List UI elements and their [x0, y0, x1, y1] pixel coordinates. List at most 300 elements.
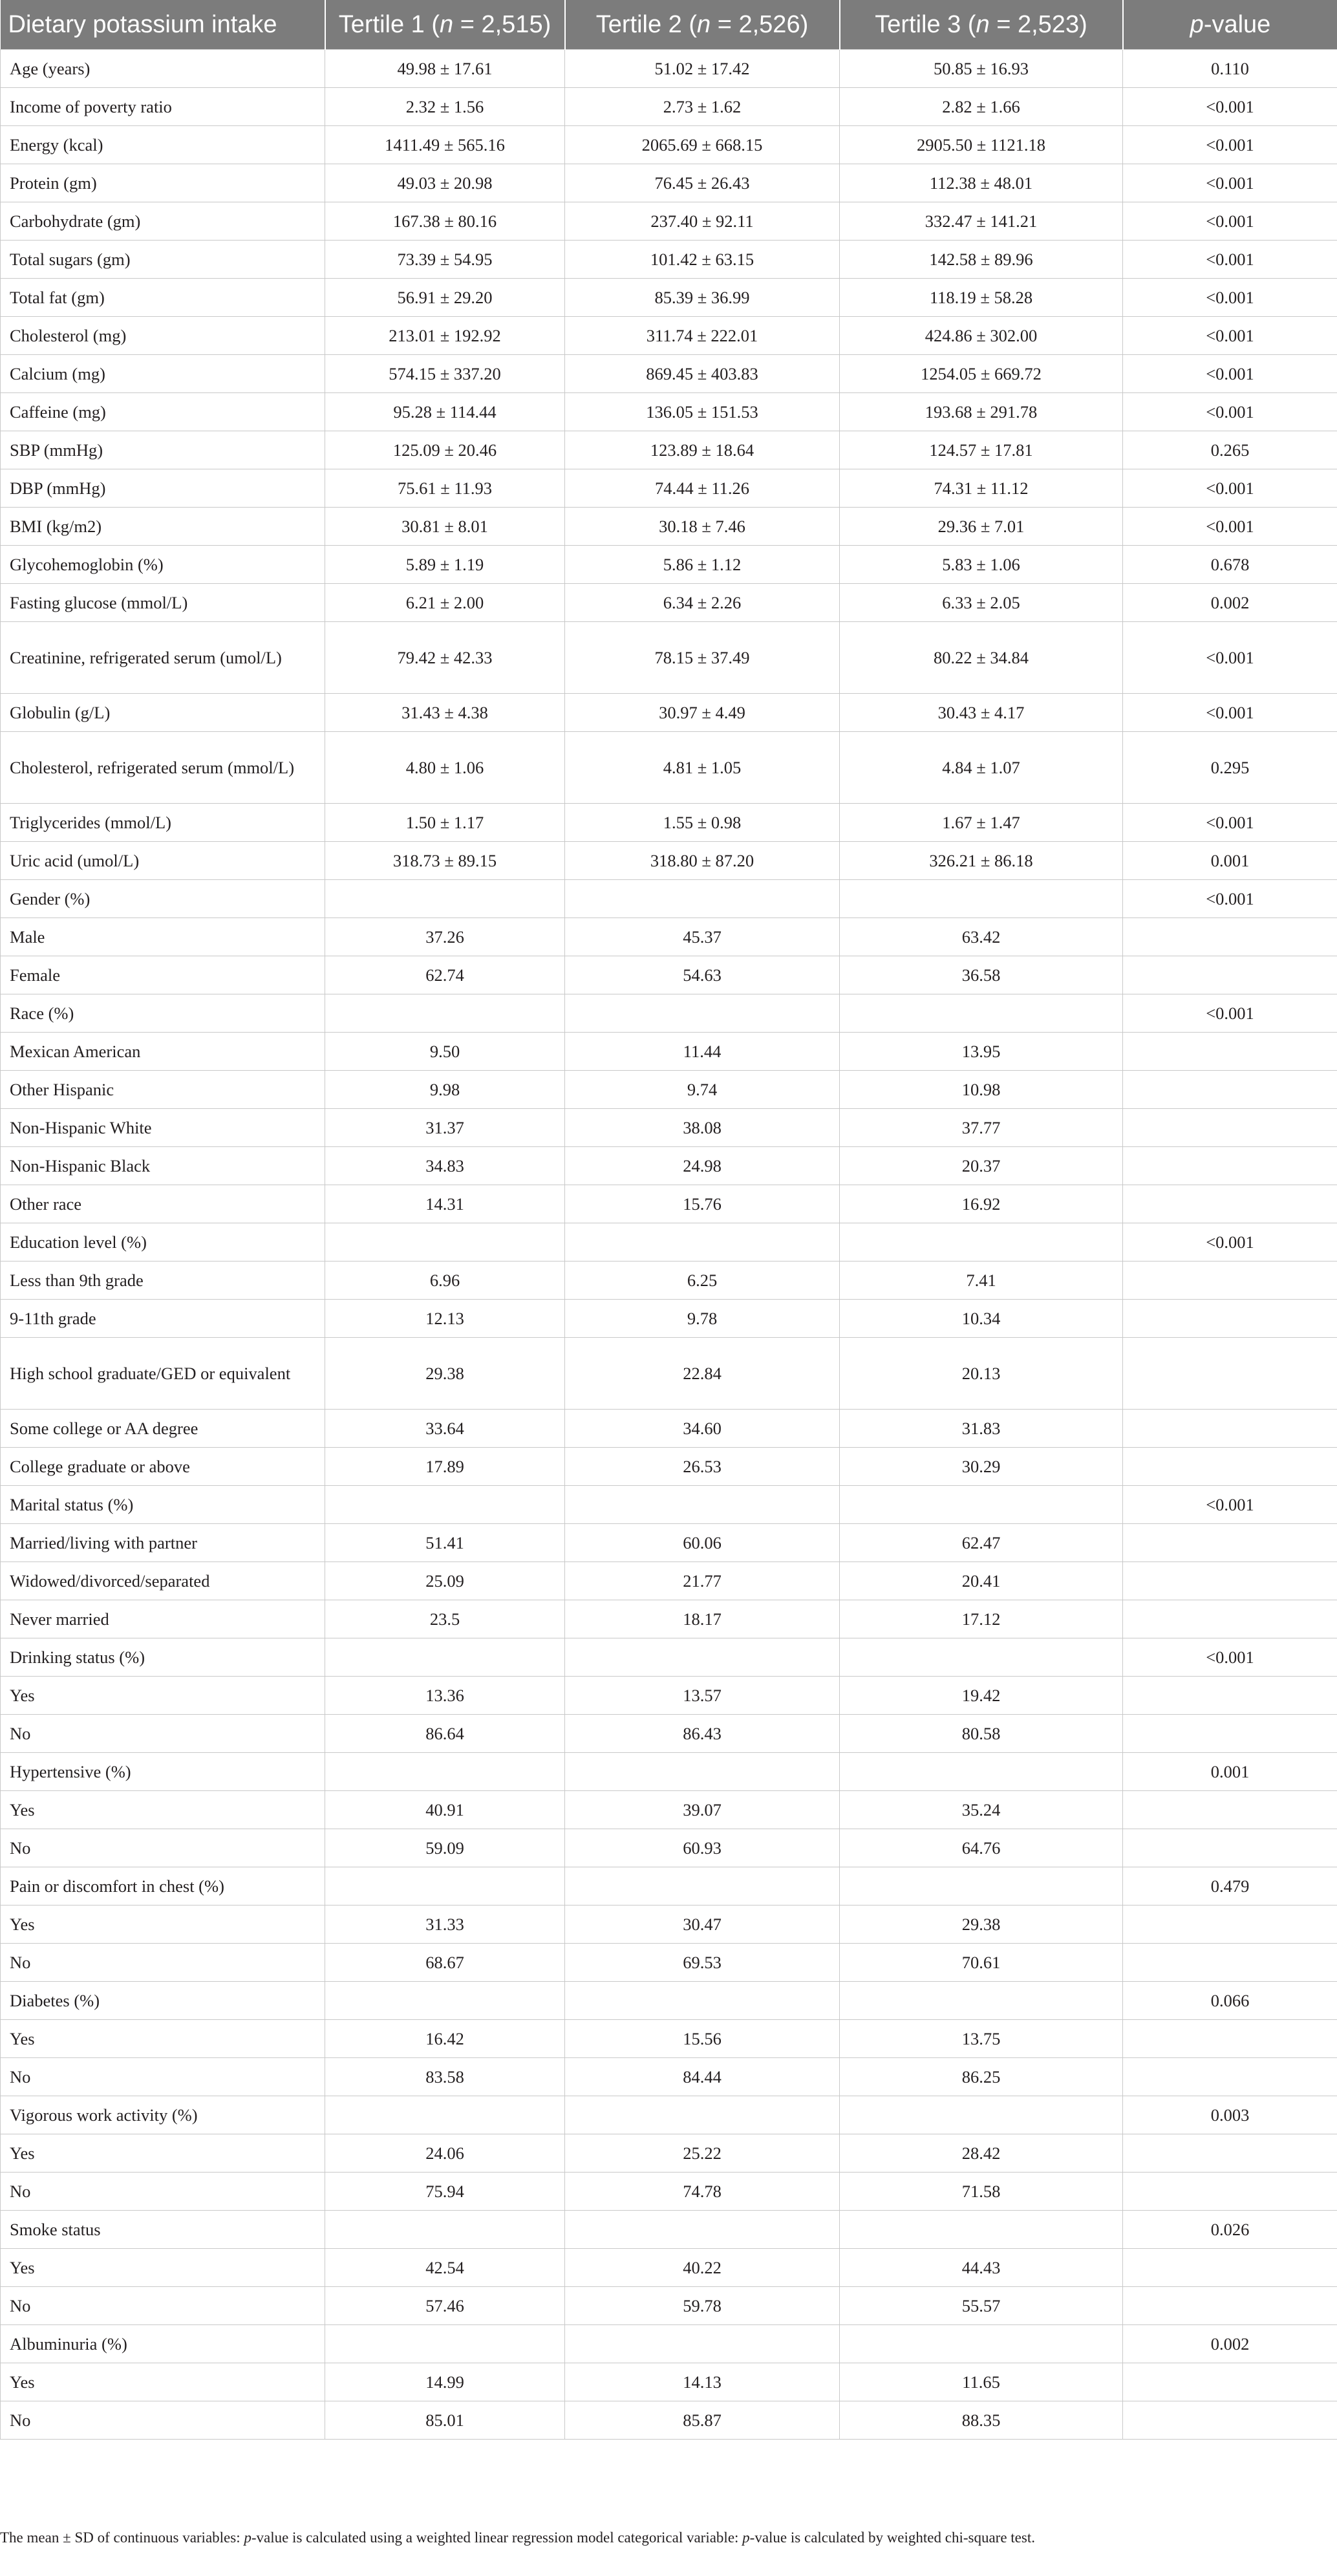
cell-p-value [1123, 1448, 1337, 1486]
cell-tertile-3: 2.82 ± 1.66 [840, 88, 1123, 126]
cell-tertile-3: 332.47 ± 141.21 [840, 202, 1123, 241]
header-tertile-3-suffix: = 2,523) [989, 10, 1087, 38]
table-row [1, 994, 1337, 1033]
table-row [1, 241, 1337, 279]
cell-tertile-1: 49.03 ± 20.98 [325, 164, 565, 202]
table-row [1, 50, 1337, 88]
cell-tertile-2: 5.86 ± 1.12 [565, 546, 840, 584]
cell-tertile-3: 71.58 [840, 2173, 1123, 2211]
cell-tertile-2: 123.89 ± 18.64 [565, 431, 840, 469]
table-row [1, 279, 1337, 317]
cell-p-value [1123, 1338, 1337, 1410]
cell-variable: Carbohydrate (gm) [1, 202, 325, 241]
cell-tertile-2: 69.53 [565, 1944, 840, 1982]
cell-tertile-3: 80.22 ± 34.84 [840, 622, 1123, 694]
cell-p-value: 0.479 [1123, 1867, 1337, 1905]
cell-tertile-1: 37.26 [325, 918, 565, 956]
cell-tertile-3 [840, 1753, 1123, 1791]
cell-tertile-2 [565, 1753, 840, 1791]
table-row [1, 1524, 1337, 1562]
cell-variable: Yes [1, 1905, 325, 1944]
cell-variable: Race (%) [1, 994, 325, 1033]
header-tertile-2-prefix: Tertile 2 ( [595, 10, 698, 38]
cell-tertile-3 [840, 1223, 1123, 1261]
cell-tertile-3: 17.12 [840, 1600, 1123, 1638]
header-p-rest: -value [1203, 10, 1271, 38]
header-tertile-3-n: n [976, 10, 990, 38]
cell-tertile-1: 14.31 [325, 1185, 565, 1223]
cell-variable: Hypertensive (%) [1, 1753, 325, 1791]
cell-tertile-2: 21.77 [565, 1562, 840, 1600]
cell-tertile-3: 88.35 [840, 2401, 1123, 2440]
cell-p-value: <0.001 [1123, 393, 1337, 431]
cell-tertile-2: 78.15 ± 37.49 [565, 622, 840, 694]
cell-variable: Education level (%) [1, 1223, 325, 1261]
cell-tertile-2: 9.74 [565, 1071, 840, 1109]
cell-variable: Vigorous work activity (%) [1, 2096, 325, 2134]
table-row [1, 546, 1337, 584]
cell-tertile-3: 86.25 [840, 2058, 1123, 2096]
cell-tertile-1: 86.64 [325, 1715, 565, 1753]
cell-p-value: 0.295 [1123, 732, 1337, 804]
table-row [1, 1753, 1337, 1791]
cell-variable: Less than 9th grade [1, 1261, 325, 1300]
cell-variable: Smoke status [1, 2211, 325, 2249]
cell-tertile-2 [565, 1223, 840, 1261]
table-row [1, 1791, 1337, 1829]
cell-tertile-2: 2065.69 ± 668.15 [565, 126, 840, 164]
cell-tertile-1 [325, 1486, 565, 1524]
cell-tertile-1: 1411.49 ± 565.16 [325, 126, 565, 164]
cell-tertile-3: 35.24 [840, 1791, 1123, 1829]
cell-tertile-3: 2905.50 ± 1121.18 [840, 126, 1123, 164]
cell-tertile-3 [840, 880, 1123, 918]
cell-tertile-2 [565, 1867, 840, 1905]
cell-p-value: 0.002 [1123, 2325, 1337, 2363]
table-row [1, 126, 1337, 164]
cell-p-value [1123, 1524, 1337, 1562]
cell-variable: SBP (mmHg) [1, 431, 325, 469]
cell-variable: Marital status (%) [1, 1486, 325, 1524]
cell-tertile-2 [565, 2325, 840, 2363]
cell-variable: No [1, 2401, 325, 2440]
cell-variable: Calcium (mg) [1, 355, 325, 393]
cell-tertile-3: 28.42 [840, 2134, 1123, 2173]
cell-tertile-2: 13.57 [565, 1677, 840, 1715]
cell-variable: Yes [1, 2020, 325, 2058]
cell-tertile-1 [325, 1638, 565, 1677]
cell-tertile-1: 79.42 ± 42.33 [325, 622, 565, 694]
cell-tertile-3: 50.85 ± 16.93 [840, 50, 1123, 88]
cell-tertile-2: 1.55 ± 0.98 [565, 804, 840, 842]
cell-variable: Drinking status (%) [1, 1638, 325, 1677]
table-row [1, 2211, 1337, 2249]
table-row [1, 1944, 1337, 1982]
cell-tertile-1: 56.91 ± 29.20 [325, 279, 565, 317]
cell-p-value [1123, 1261, 1337, 1300]
cell-variable: College graduate or above [1, 1448, 325, 1486]
cell-tertile-1: 2.32 ± 1.56 [325, 88, 565, 126]
cell-tertile-2: 237.40 ± 92.11 [565, 202, 840, 241]
table-row [1, 2249, 1337, 2287]
cell-tertile-1: 25.09 [325, 1562, 565, 1600]
cell-variable: Some college or AA degree [1, 1410, 325, 1448]
cell-p-value [1123, 2363, 1337, 2401]
cell-tertile-1: 59.09 [325, 1829, 565, 1867]
cell-tertile-1: 31.33 [325, 1905, 565, 1944]
table-row [1, 956, 1337, 994]
cell-tertile-2 [565, 2211, 840, 2249]
table-row [1, 202, 1337, 241]
table-row [1, 1109, 1337, 1147]
cell-p-value: <0.001 [1123, 126, 1337, 164]
cell-tertile-1: 85.01 [325, 2401, 565, 2440]
cell-tertile-2: 76.45 ± 26.43 [565, 164, 840, 202]
cell-tertile-3: 193.68 ± 291.78 [840, 393, 1123, 431]
cell-p-value [1123, 1033, 1337, 1071]
cell-tertile-1: 1.50 ± 1.17 [325, 804, 565, 842]
cell-variable: Fasting glucose (mmol/L) [1, 584, 325, 622]
cell-variable: Yes [1, 2134, 325, 2173]
cell-variable: Cholesterol, refrigerated serum (mmol/L) [1, 732, 325, 804]
cell-tertile-3: 44.43 [840, 2249, 1123, 2287]
cell-tertile-1: 31.43 ± 4.38 [325, 694, 565, 732]
cell-tertile-1 [325, 880, 565, 918]
cell-tertile-1: 33.64 [325, 1410, 565, 1448]
cell-tertile-2: 85.87 [565, 2401, 840, 2440]
header-variable [1, 0, 325, 50]
cell-variable: Triglycerides (mmol/L) [1, 804, 325, 842]
cell-tertile-1: 75.61 ± 11.93 [325, 469, 565, 508]
cell-tertile-1: 213.01 ± 192.92 [325, 317, 565, 355]
cell-variable: Cholesterol (mg) [1, 317, 325, 355]
cell-tertile-2: 84.44 [565, 2058, 840, 2096]
cell-tertile-1 [325, 1753, 565, 1791]
table-footnote [0, 2529, 1337, 2546]
table-row [1, 732, 1337, 804]
cell-variable: Diabetes (%) [1, 1982, 325, 2020]
cell-p-value: <0.001 [1123, 804, 1337, 842]
cell-tertile-3: 16.92 [840, 1185, 1123, 1223]
cell-tertile-3: 11.65 [840, 2363, 1123, 2401]
cell-tertile-2: 34.60 [565, 1410, 840, 1448]
cell-p-value: <0.001 [1123, 202, 1337, 241]
cell-variable: Glycohemoglobin (%) [1, 546, 325, 584]
cell-p-value [1123, 1410, 1337, 1448]
cell-tertile-1: 14.99 [325, 2363, 565, 2401]
table-row [1, 164, 1337, 202]
cell-p-value: 0.678 [1123, 546, 1337, 584]
cell-tertile-3: 1.67 ± 1.47 [840, 804, 1123, 842]
cell-p-value [1123, 2020, 1337, 2058]
cell-tertile-1 [325, 2325, 565, 2363]
cell-tertile-3: 142.58 ± 89.96 [840, 241, 1123, 279]
cell-tertile-3: 124.57 ± 17.81 [840, 431, 1123, 469]
table-row [1, 2173, 1337, 2211]
header-p-italic: p [1190, 10, 1204, 38]
footnote-part-2: -value is calculated using a weighted linear regression model categorical variable: [251, 2529, 743, 2546]
table-row [1, 880, 1337, 918]
cell-tertile-1: 30.81 ± 8.01 [325, 508, 565, 546]
cell-tertile-3: 6.33 ± 2.05 [840, 584, 1123, 622]
table-row [1, 508, 1337, 546]
cell-tertile-1: 574.15 ± 337.20 [325, 355, 565, 393]
table-row [1, 1638, 1337, 1677]
header-tertile-3 [840, 0, 1123, 50]
cell-tertile-3 [840, 1638, 1123, 1677]
footnote-part-1: The mean ± SD of continuous variables: [0, 2529, 244, 2546]
cell-tertile-3: 1254.05 ± 669.72 [840, 355, 1123, 393]
cell-variable: Gender (%) [1, 880, 325, 918]
table-row [1, 393, 1337, 431]
table-row [1, 804, 1337, 842]
cell-tertile-2: 30.18 ± 7.46 [565, 508, 840, 546]
cell-tertile-1 [325, 2211, 565, 2249]
cell-variable: Total fat (gm) [1, 279, 325, 317]
cell-tertile-3: 20.13 [840, 1338, 1123, 1410]
cell-tertile-1: 4.80 ± 1.06 [325, 732, 565, 804]
table-row [1, 1071, 1337, 1109]
cell-variable: BMI (kg/m2) [1, 508, 325, 546]
cell-tertile-3: 10.98 [840, 1071, 1123, 1109]
table-row [1, 2363, 1337, 2401]
cell-tertile-3: 31.83 [840, 1410, 1123, 1448]
cell-tertile-1: 95.28 ± 114.44 [325, 393, 565, 431]
cell-tertile-2: 6.34 ± 2.26 [565, 584, 840, 622]
table-row [1, 1486, 1337, 1524]
cell-tertile-2: 15.56 [565, 2020, 840, 2058]
cell-p-value [1123, 2287, 1337, 2325]
cell-tertile-2: 11.44 [565, 1033, 840, 1071]
cell-tertile-3: 7.41 [840, 1261, 1123, 1300]
cell-tertile-1: 13.36 [325, 1677, 565, 1715]
cell-variable: Yes [1, 2249, 325, 2287]
cell-tertile-1: 24.06 [325, 2134, 565, 2173]
cell-tertile-3: 74.31 ± 11.12 [840, 469, 1123, 508]
header-tertile-2 [565, 0, 840, 50]
cell-tertile-2: 60.06 [565, 1524, 840, 1562]
cell-tertile-3 [840, 2325, 1123, 2363]
cell-tertile-3: 112.38 ± 48.01 [840, 164, 1123, 202]
cell-p-value: <0.001 [1123, 164, 1337, 202]
table-row [1, 694, 1337, 732]
table-row [1, 2096, 1337, 2134]
cell-tertile-1: 83.58 [325, 2058, 565, 2096]
cell-p-value: <0.001 [1123, 1638, 1337, 1677]
table-row [1, 2058, 1337, 2096]
cell-tertile-2 [565, 1638, 840, 1677]
cell-variable: No [1, 1715, 325, 1753]
cell-p-value: <0.001 [1123, 880, 1337, 918]
cell-tertile-2: 4.81 ± 1.05 [565, 732, 840, 804]
table-row [1, 2134, 1337, 2173]
header-tertile-2-suffix: = 2,526) [711, 10, 809, 38]
cell-tertile-2: 59.78 [565, 2287, 840, 2325]
cell-p-value [1123, 1944, 1337, 1982]
cell-variable: Yes [1, 1677, 325, 1715]
table-row [1, 355, 1337, 393]
cell-p-value [1123, 1905, 1337, 1944]
cell-tertile-1: 6.96 [325, 1261, 565, 1300]
cell-tertile-1: 6.21 ± 2.00 [325, 584, 565, 622]
cell-variable: No [1, 2058, 325, 2096]
cell-variable: No [1, 2173, 325, 2211]
cell-tertile-1: 51.41 [325, 1524, 565, 1562]
cell-p-value [1123, 918, 1337, 956]
cell-tertile-1: 75.94 [325, 2173, 565, 2211]
cell-tertile-2: 74.44 ± 11.26 [565, 469, 840, 508]
cell-p-value: <0.001 [1123, 622, 1337, 694]
cell-tertile-3: 20.41 [840, 1562, 1123, 1600]
cell-tertile-3: 118.19 ± 58.28 [840, 279, 1123, 317]
cell-p-value [1123, 1109, 1337, 1147]
cell-variable: Non-Hispanic Black [1, 1147, 325, 1185]
cell-tertile-2: 101.42 ± 63.15 [565, 241, 840, 279]
cell-variable: Income of poverty ratio [1, 88, 325, 126]
cell-tertile-3: 5.83 ± 1.06 [840, 546, 1123, 584]
cell-tertile-2: 311.74 ± 222.01 [565, 317, 840, 355]
table-header [1, 0, 1337, 50]
cell-p-value [1123, 956, 1337, 994]
cell-tertile-1: 17.89 [325, 1448, 565, 1486]
table-row [1, 622, 1337, 694]
cell-tertile-2: 30.47 [565, 1905, 840, 1944]
table-row [1, 317, 1337, 355]
cell-p-value [1123, 2058, 1337, 2096]
header-tertile-1 [325, 0, 565, 50]
cell-tertile-2: 54.63 [565, 956, 840, 994]
table-row [1, 88, 1337, 126]
cell-tertile-1: 167.38 ± 80.16 [325, 202, 565, 241]
cell-variable: Other Hispanic [1, 1071, 325, 1109]
cell-tertile-2 [565, 2096, 840, 2134]
cell-p-value: <0.001 [1123, 88, 1337, 126]
cell-tertile-2: 2.73 ± 1.62 [565, 88, 840, 126]
cell-p-value [1123, 1300, 1337, 1338]
cell-variable: Albuminuria (%) [1, 2325, 325, 2363]
cell-p-value: 0.110 [1123, 50, 1337, 88]
table-row [1, 1185, 1337, 1223]
cell-tertile-2: 40.22 [565, 2249, 840, 2287]
cell-p-value: <0.001 [1123, 694, 1337, 732]
cell-variable: Yes [1, 1791, 325, 1829]
cell-tertile-3: 37.77 [840, 1109, 1123, 1147]
cell-tertile-2: 24.98 [565, 1147, 840, 1185]
cell-tertile-2: 22.84 [565, 1338, 840, 1410]
cell-tertile-3 [840, 994, 1123, 1033]
cell-tertile-2: 45.37 [565, 918, 840, 956]
cell-p-value: 0.003 [1123, 2096, 1337, 2134]
cell-tertile-3: 64.76 [840, 1829, 1123, 1867]
cell-variable: Other race [1, 1185, 325, 1223]
cell-tertile-1: 57.46 [325, 2287, 565, 2325]
cell-tertile-1: 42.54 [325, 2249, 565, 2287]
cell-variable: 9-11th grade [1, 1300, 325, 1338]
cell-p-value: 0.265 [1123, 431, 1337, 469]
cell-variable: Globulin (g/L) [1, 694, 325, 732]
cell-p-value [1123, 2249, 1337, 2287]
cell-tertile-3: 20.37 [840, 1147, 1123, 1185]
footnote-part-3: -value is calculated by weighted chi-square test. [749, 2529, 1035, 2546]
cell-tertile-1: 34.83 [325, 1147, 565, 1185]
cell-tertile-3: 30.29 [840, 1448, 1123, 1486]
cell-tertile-2: 60.93 [565, 1829, 840, 1867]
cell-tertile-2 [565, 994, 840, 1033]
cell-variable: Non-Hispanic White [1, 1109, 325, 1147]
cell-variable: Yes [1, 2363, 325, 2401]
header-tertile-3-prefix: Tertile 3 ( [875, 10, 976, 38]
cell-tertile-2: 14.13 [565, 2363, 840, 2401]
cell-p-value: <0.001 [1123, 469, 1337, 508]
cell-tertile-2: 9.78 [565, 1300, 840, 1338]
cell-tertile-1 [325, 1223, 565, 1261]
cell-tertile-2: 74.78 [565, 2173, 840, 2211]
cell-variable: No [1, 1944, 325, 1982]
table-body [1, 50, 1337, 2440]
cell-p-value: 0.001 [1123, 1753, 1337, 1791]
cell-p-value [1123, 1600, 1337, 1638]
cell-p-value: 0.026 [1123, 2211, 1337, 2249]
cell-tertile-3: 63.42 [840, 918, 1123, 956]
cell-variable: Married/living with partner [1, 1524, 325, 1562]
cell-p-value [1123, 1677, 1337, 1715]
cell-variable: No [1, 2287, 325, 2325]
header-tertile-1-n: n [440, 10, 454, 38]
cell-tertile-3: 19.42 [840, 1677, 1123, 1715]
cell-tertile-3 [840, 2096, 1123, 2134]
cell-tertile-3: 30.43 ± 4.17 [840, 694, 1123, 732]
cell-p-value: 0.002 [1123, 584, 1337, 622]
cell-tertile-2: 85.39 ± 36.99 [565, 279, 840, 317]
table-row [1, 1338, 1337, 1410]
cell-variable: Caffeine (mg) [1, 393, 325, 431]
cell-tertile-3: 55.57 [840, 2287, 1123, 2325]
cell-tertile-1: 12.13 [325, 1300, 565, 1338]
cell-tertile-3: 13.95 [840, 1033, 1123, 1071]
cell-p-value [1123, 1147, 1337, 1185]
table-row [1, 1033, 1337, 1071]
cell-tertile-2: 39.07 [565, 1791, 840, 1829]
cell-tertile-1: 40.91 [325, 1791, 565, 1829]
cell-tertile-1: 9.98 [325, 1071, 565, 1109]
cell-variable: No [1, 1829, 325, 1867]
cell-p-value: 0.001 [1123, 842, 1337, 880]
cell-variable: Age (years) [1, 50, 325, 88]
cell-tertile-3: 13.75 [840, 2020, 1123, 2058]
cell-tertile-3: 29.38 [840, 1905, 1123, 1944]
cell-variable: Female [1, 956, 325, 994]
cell-tertile-3: 36.58 [840, 956, 1123, 994]
cell-tertile-3: 326.21 ± 86.18 [840, 842, 1123, 880]
header-variable-label: Dietary potassium intake [8, 10, 277, 38]
cell-tertile-1: 16.42 [325, 2020, 565, 2058]
table-row [1, 1677, 1337, 1715]
cell-p-value: <0.001 [1123, 1223, 1337, 1261]
cell-tertile-2: 51.02 ± 17.42 [565, 50, 840, 88]
cell-tertile-3: 62.47 [840, 1524, 1123, 1562]
cell-p-value [1123, 2401, 1337, 2440]
cell-variable: Pain or discomfort in chest (%) [1, 1867, 325, 1905]
cell-variable: High school graduate/GED or equivalent [1, 1338, 325, 1410]
cell-p-value [1123, 2134, 1337, 2173]
cell-tertile-2 [565, 1982, 840, 2020]
cell-p-value: <0.001 [1123, 317, 1337, 355]
cell-tertile-3: 29.36 ± 7.01 [840, 508, 1123, 546]
cell-p-value [1123, 1829, 1337, 1867]
cell-p-value: <0.001 [1123, 1486, 1337, 1524]
cell-variable: Uric acid (umol/L) [1, 842, 325, 880]
cell-variable: Mexican American [1, 1033, 325, 1071]
